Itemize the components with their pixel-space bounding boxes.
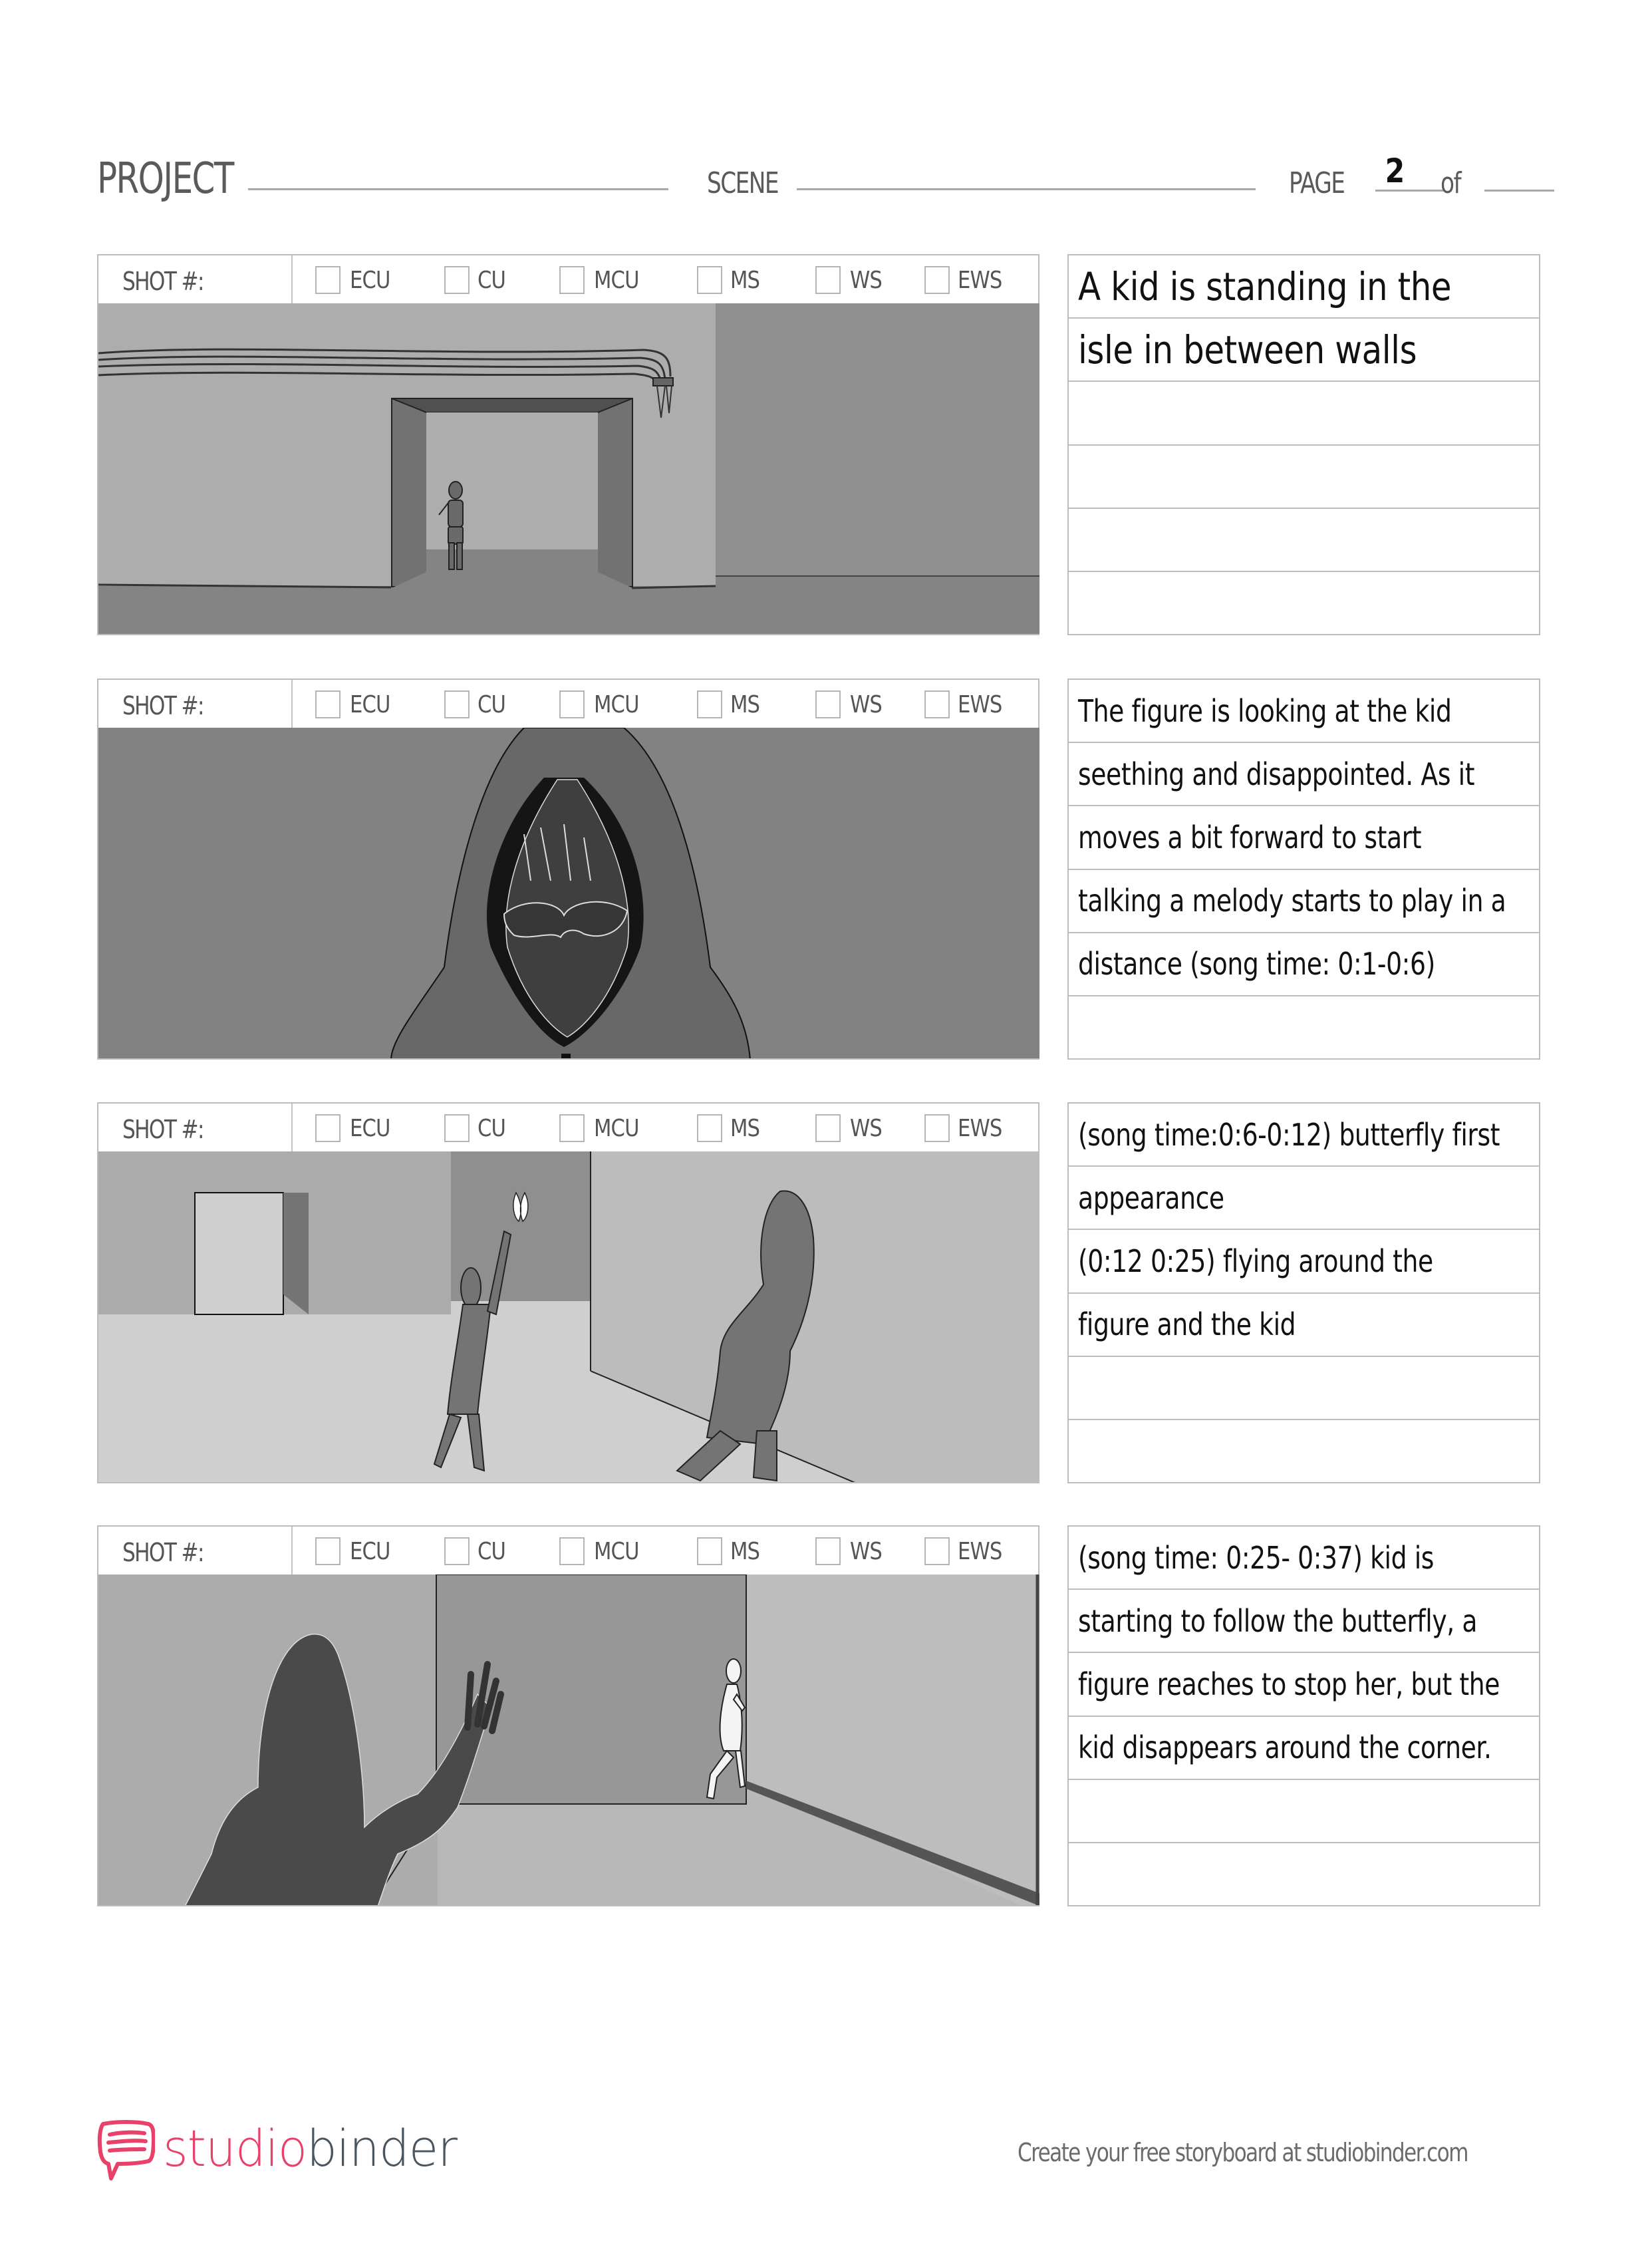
project-label: PROJECT — [97, 154, 233, 204]
checkbox-ms[interactable] — [697, 266, 722, 294]
note-text: kid disappears around the corner. — [1078, 1729, 1492, 1766]
checkbox-ms[interactable] — [697, 1114, 722, 1142]
shot-number-label: SHOT #: — [122, 267, 204, 296]
footer-cta-link[interactable]: Create your free storyboard at studiobinder.com — [1018, 2138, 1468, 2167]
note-line[interactable] — [1069, 1717, 1539, 1780]
note-line[interactable] — [1069, 1843, 1539, 1906]
scene-label: SCENE — [707, 166, 778, 200]
label-cu: CU — [478, 691, 506, 718]
label-ews: EWS — [958, 1538, 1002, 1565]
sketch-kid-reaching-butterfly — [98, 1151, 1039, 1483]
note-line[interactable] — [1069, 996, 1539, 1060]
note-text: figure and the kid — [1078, 1306, 1296, 1343]
label-mcu: MCU — [594, 691, 639, 718]
storyboard-panel-3 — [97, 1102, 1039, 1483]
divider — [291, 255, 293, 303]
label-ms: MS — [730, 1115, 760, 1142]
checkbox-cu[interactable] — [444, 1537, 470, 1565]
note-line[interactable] — [1069, 319, 1539, 382]
shot-bar — [97, 1525, 1039, 1576]
sketch-frame — [97, 303, 1039, 635]
note-line[interactable] — [1069, 680, 1539, 743]
shot-bar — [97, 678, 1039, 729]
checkbox-ews[interactable] — [924, 266, 950, 294]
divider — [291, 1104, 293, 1151]
note-text: (0:12 0:25) flying around the — [1078, 1243, 1433, 1279]
checkbox-ms[interactable] — [697, 690, 722, 718]
checkbox-ecu[interactable] — [315, 690, 341, 718]
storyboard-panel-2 — [97, 678, 1039, 1060]
shot-number-label: SHOT #: — [122, 691, 204, 720]
note-text: (song time: 0:25- 0:37) kid is — [1078, 1539, 1435, 1576]
shot-notes-1 — [1067, 254, 1540, 635]
checkbox-ecu[interactable] — [315, 1537, 341, 1565]
checkbox-ws[interactable] — [815, 1537, 841, 1565]
note-line[interactable] — [1069, 1590, 1539, 1653]
shot-number-label: SHOT #: — [122, 1538, 204, 1567]
note-text: starting to follow the butterfly, a — [1078, 1602, 1478, 1639]
checkbox-ws[interactable] — [815, 690, 841, 718]
note-line[interactable] — [1069, 743, 1539, 806]
note-line[interactable] — [1069, 1230, 1539, 1293]
label-ews: EWS — [958, 691, 1002, 718]
label-cu: CU — [478, 1115, 506, 1142]
shot-bar — [97, 1102, 1039, 1153]
note-line[interactable] — [1069, 870, 1539, 933]
note-text: (song time:0:6-0:12) butterfly first — [1078, 1116, 1500, 1153]
note-line[interactable] — [1069, 1357, 1539, 1420]
of-label: of — [1441, 166, 1460, 200]
shot-number-label: SHOT #: — [122, 1115, 204, 1144]
note-line[interactable] — [1069, 1653, 1539, 1716]
checkbox-ecu[interactable] — [315, 266, 341, 294]
note-text: appearance — [1078, 1179, 1224, 1216]
sketch-frame — [97, 728, 1039, 1060]
note-text: moves a bit forward to start — [1078, 819, 1422, 855]
project-field[interactable] — [248, 188, 668, 190]
label-ews: EWS — [958, 267, 1002, 294]
label-ms: MS — [730, 1538, 760, 1565]
checkbox-mcu[interactable] — [559, 266, 585, 294]
label-cu: CU — [478, 1538, 506, 1565]
note-text: seething and disappointed. As it — [1078, 756, 1475, 792]
checkbox-mcu[interactable] — [559, 690, 585, 718]
logo-wordmark — [163, 2119, 457, 2178]
shot-notes-2 — [1067, 678, 1540, 1060]
sketch-kid-in-doorway — [98, 303, 1039, 635]
shot-notes-3 — [1067, 1102, 1540, 1483]
note-text: isle in between walls — [1078, 327, 1417, 373]
label-mcu: MCU — [594, 267, 639, 294]
note-text: A kid is standing in the — [1078, 263, 1452, 309]
shot-bar — [97, 254, 1039, 305]
note-line[interactable] — [1069, 1420, 1539, 1483]
note-line[interactable] — [1069, 572, 1539, 635]
checkbox-ms[interactable] — [697, 1537, 722, 1565]
total-pages-field[interactable] — [1484, 190, 1554, 192]
checkbox-ews[interactable] — [924, 690, 950, 718]
checkbox-cu[interactable] — [444, 1114, 470, 1142]
note-line[interactable] — [1069, 255, 1539, 319]
label-ews: EWS — [958, 1115, 1002, 1142]
checkbox-ws[interactable] — [815, 266, 841, 294]
note-line[interactable] — [1069, 1527, 1539, 1590]
label-cu: CU — [478, 267, 506, 294]
divider — [291, 680, 293, 728]
storyboard-panel-1 — [97, 254, 1039, 635]
note-line[interactable] — [1069, 1294, 1539, 1357]
storyboard-panel-4 — [97, 1525, 1039, 1906]
label-ecu: ECU — [350, 267, 390, 294]
label-ecu: ECU — [350, 1115, 390, 1142]
scene-field[interactable] — [797, 188, 1256, 190]
sketch-hooded-figure-closeup — [98, 728, 1039, 1060]
checkbox-ews[interactable] — [924, 1537, 950, 1565]
shot-notes-4 — [1067, 1525, 1540, 1906]
logo-binder: binder — [307, 2119, 457, 2178]
label-ws: WS — [850, 1538, 882, 1565]
sketch-figure-reaching-kid-running — [98, 1575, 1039, 1906]
label-ms: MS — [730, 267, 760, 294]
checkbox-ews[interactable] — [924, 1114, 950, 1142]
checkbox-mcu[interactable] — [559, 1537, 585, 1565]
label-ms: MS — [730, 691, 760, 718]
note-line[interactable] — [1069, 1167, 1539, 1230]
checkbox-cu[interactable] — [444, 266, 470, 294]
label-ecu: ECU — [350, 691, 390, 718]
note-line[interactable] — [1069, 933, 1539, 996]
note-line[interactable] — [1069, 509, 1539, 572]
logo-studio: studio — [163, 2119, 307, 2178]
sketch-frame — [97, 1575, 1039, 1906]
checkbox-mcu[interactable] — [559, 1114, 585, 1142]
label-mcu: MCU — [594, 1115, 639, 1142]
note-text: The figure is looking at the kid — [1078, 692, 1452, 729]
note-line[interactable] — [1069, 806, 1539, 869]
note-line[interactable] — [1069, 382, 1539, 445]
note-text: figure reaches to stop her, but the — [1078, 1666, 1500, 1702]
label-ws: WS — [850, 267, 882, 294]
sketch-frame — [97, 1151, 1039, 1483]
page-number[interactable]: 2 — [1385, 152, 1405, 190]
speech-bubble-icon — [96, 2119, 155, 2182]
label-ws: WS — [850, 1115, 882, 1142]
label-ws: WS — [850, 691, 882, 718]
note-text: distance (song time: 0:1-0:6) — [1078, 946, 1435, 982]
note-line[interactable] — [1069, 1104, 1539, 1167]
checkbox-cu[interactable] — [444, 690, 470, 718]
page-label: PAGE — [1289, 166, 1345, 200]
checkbox-ecu[interactable] — [315, 1114, 341, 1142]
note-line[interactable] — [1069, 446, 1539, 509]
note-line[interactable] — [1069, 1780, 1539, 1843]
label-ecu: ECU — [350, 1538, 390, 1565]
note-text: talking a melody starts to play in a — [1078, 883, 1506, 919]
divider — [291, 1527, 293, 1575]
label-mcu: MCU — [594, 1538, 639, 1565]
checkbox-ws[interactable] — [815, 1114, 841, 1142]
